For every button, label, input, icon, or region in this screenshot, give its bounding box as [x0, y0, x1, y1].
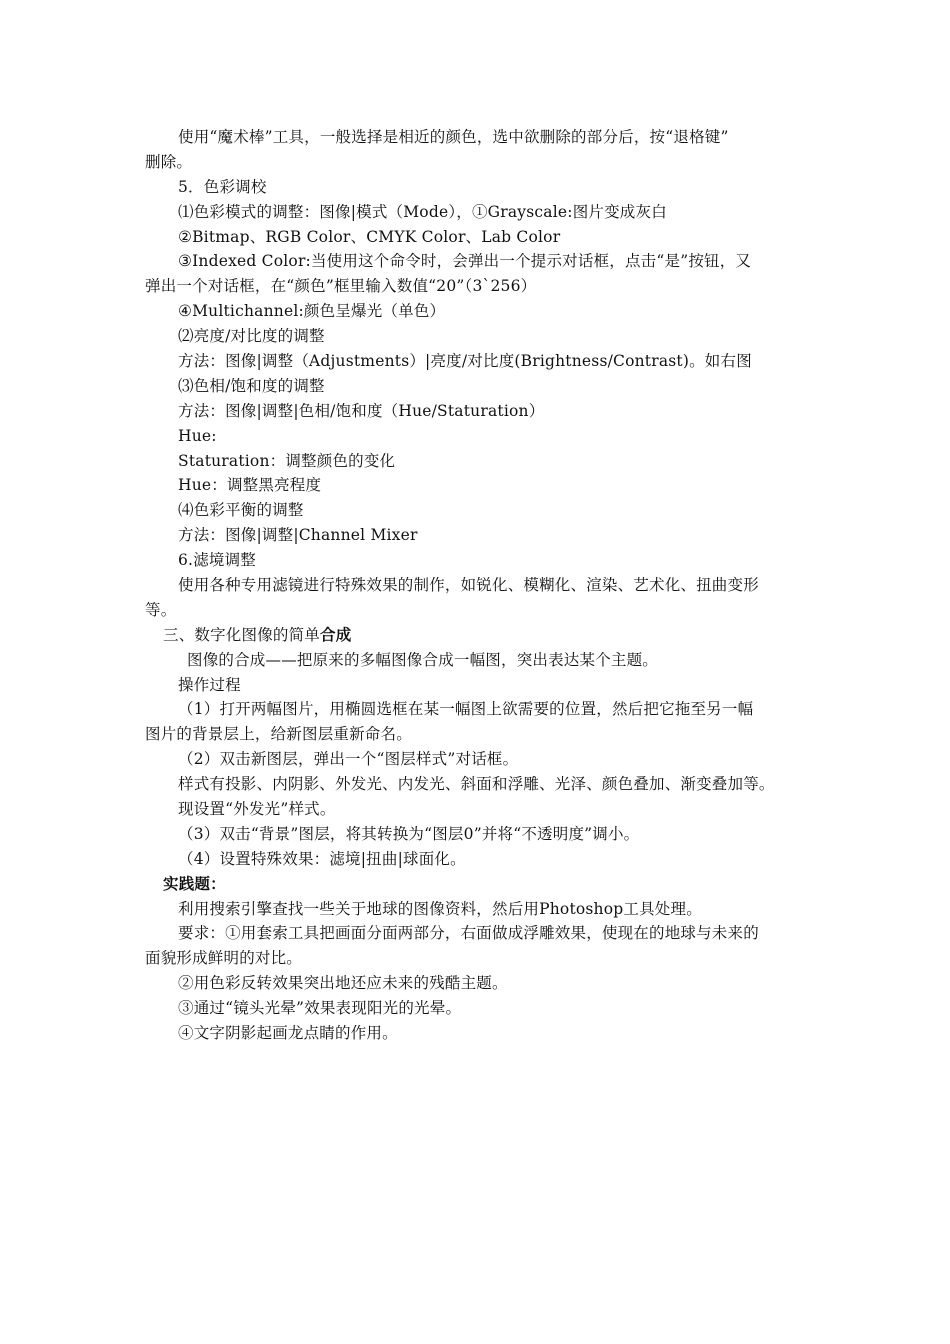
- paragraph-line: 弹出一个对话框，在“颜色”框里输入数值“20”（3`256）: [145, 277, 537, 295]
- paragraph-line: 等。: [145, 601, 177, 619]
- paragraph-line: ④Multichannel:颜色呈爆光（单色）: [178, 302, 446, 320]
- paragraph-line: ⑴色彩模式的调整：图像|模式（Mode），①Grayscale:图片变成灰白: [178, 203, 667, 221]
- paragraph-line: ④文字阴影起画龙点睛的作用。: [178, 1024, 398, 1042]
- paragraph-line: ②用色彩反转效果突出地还应未来的残酷主题。: [178, 974, 508, 992]
- paragraph-line: Hue：调整黑亮程度: [178, 476, 322, 494]
- paragraph-line: 现设置“外发光”样式。: [178, 800, 336, 818]
- paragraph-line: （2）双击新图层，弹出一个“图层样式”对话框。: [178, 750, 519, 768]
- chapter-heading: [163, 625, 351, 645]
- subsection-heading: ⑵亮度/对比度的调整: [178, 327, 325, 345]
- paragraph-line: 方法：图像|调整|色相/饱和度（Hue/Staturation）: [178, 402, 545, 420]
- subsection-heading: ⑷色彩平衡的调整: [178, 501, 304, 519]
- paragraph-line: 图像的合成——把原来的多幅图像合成一幅图，突出表达某个主题。: [187, 651, 659, 669]
- paragraph-line: 使用“魔术棒”工具，一般选择是相近的颜色，选中欲删除的部分后，按“退格键”: [178, 128, 729, 146]
- section-heading: 6.滤境调整: [178, 551, 256, 569]
- section-heading: 5．色彩调校: [178, 178, 267, 196]
- paragraph-line: （3）双击“背景”图层，将其转换为“图层0”并将“不透明度”调小。: [178, 825, 640, 843]
- chapter-heading-text: 三、数字化图像的简单: [163, 626, 321, 644]
- paragraph-line: 图片的背景层上，给新图层重新命名。: [145, 725, 412, 743]
- subsection-heading: ⑶色相/饱和度的调整: [178, 377, 325, 395]
- paragraph-line: 利用搜索引擎查找一些关于地球的图像资料，然后用Photoshop工具处理。: [178, 900, 702, 918]
- paragraph-line: 面貌形成鲜明的对比。: [145, 949, 303, 967]
- paragraph-line: （4）设置特殊效果：滤境|扭曲|球面化。: [178, 850, 466, 868]
- practice-heading: 实践题：: [163, 874, 226, 893]
- paragraph-line: ③通过“镜头光晕”效果表现阳光的光晕。: [178, 999, 462, 1017]
- paragraph-line: ②Bitmap、RGB Color、CMYK Color、Lab Color: [178, 228, 561, 246]
- paragraph-line: 方法：图像|调整|Channel Mixer: [178, 526, 418, 544]
- paragraph-line: Staturation：调整颜色的变化: [178, 452, 396, 470]
- paragraph-line: Hue:: [178, 427, 217, 445]
- paragraph-line: 操作过程: [178, 676, 241, 694]
- paragraph-line: 删除。: [145, 153, 193, 171]
- paragraph-line: 样式有投影、内阴影、外发光、内发光、斜面和浮雕、光泽、颜色叠加、渐变叠加等。: [178, 775, 775, 793]
- chapter-heading-bold: 合成: [320, 625, 352, 644]
- paragraph-line: （1）打开两幅图片，用椭圆选框在某一幅图上欲需要的位置，然后把它拖至另一幅: [178, 700, 754, 718]
- paragraph-line: 方法：图像|调整（Adjustments）|亮度/对比度(Brightness/Contrast)。如右图: [178, 352, 752, 370]
- paragraph-line: ③Indexed Color:当使用这个命令时，会弹出一个提示对话框，点击“是”按钮，又: [178, 252, 752, 270]
- paragraph-line: 要求：①用套索工具把画面分面两部分，右面做成浮雕效果，使现在的地球与未来的: [178, 924, 759, 942]
- paragraph-line: 使用各种专用滤镜进行特殊效果的制作，如锐化、模糊化、渲染、艺术化、扭曲变形: [178, 576, 759, 594]
